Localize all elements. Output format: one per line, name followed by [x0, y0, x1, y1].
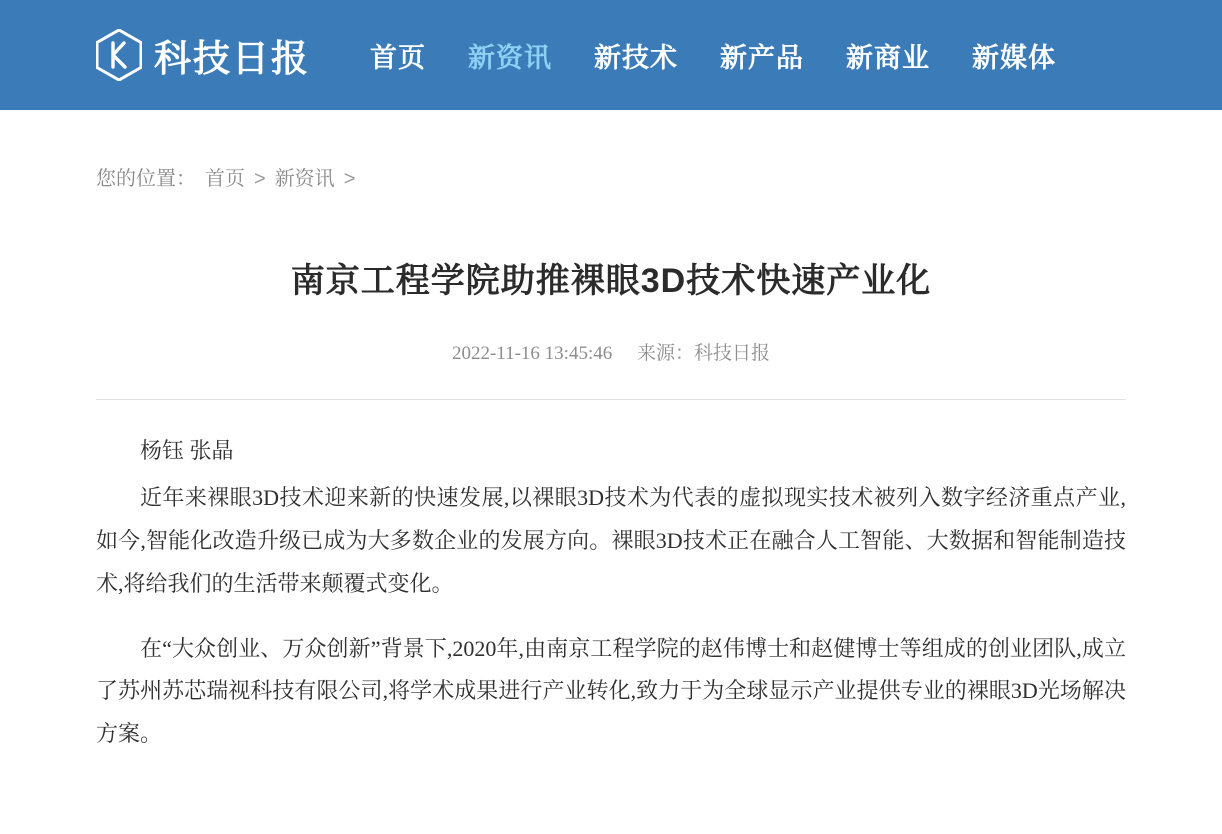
main-nav [370, 36, 1056, 75]
site-header [0, 0, 1222, 110]
breadcrumb-item-news[interactable]: 新资讯 [274, 168, 335, 190]
article-paragraph-1: 近年来裸眼3D技术迎来新的快速发展,以裸眼3D技术为代表的虚拟现实技术被列入数字经济重点产业,如今,智能化改造升级已成为大多数企业的发展方向。裸眼3D技术正在融合人工智能、大数据和智能制造技术,将给我们的生活带来颠覆式变化。 [96, 484, 1126, 596]
article-source: 来源：科技日报 [637, 343, 771, 364]
breadcrumb-separator-1: > [254, 168, 266, 190]
page-content [0, 162, 1222, 756]
breadcrumb-item-home[interactable]: 首页 [205, 168, 245, 190]
hexagon-k-logo-icon [96, 29, 142, 81]
nav-item-products[interactable]: 新产品 [720, 42, 804, 73]
article-body [96, 430, 1126, 756]
brand-text: 科技日报 [154, 38, 310, 79]
page-title: 南京工程学院助推裸眼3D技术快速产业化 [290, 262, 932, 300]
nav-item-media[interactable]: 新媒体 [972, 42, 1056, 73]
article-byline: 杨钰 张晶 [140, 438, 234, 463]
nav-item-technology[interactable]: 新技术 [594, 42, 678, 73]
article-paragraph-2: 在“大众创业、万众创新”背景下,2020年,由南京工程学院的赵伟博士和赵健博士等组成的创业团队,成立了苏州苏芯瑞视科技有限公司,将学术成果进行产业转化,致力于为全球显示产业提供专业的裸眼3D光场解决方案。 [96, 635, 1126, 747]
site-brand[interactable] [96, 28, 310, 82]
breadcrumb [96, 162, 1126, 191]
breadcrumb-label: 您的位置： [96, 168, 196, 190]
breadcrumb-separator-2: > [343, 168, 356, 190]
nav-item-business[interactable]: 新商业 [846, 42, 930, 73]
article-meta [96, 338, 1126, 365]
nav-item-news[interactable]: 新资讯 [468, 42, 552, 73]
article-date: 2022-11-16 13:45:46 [451, 343, 613, 364]
meta-divider [96, 399, 1126, 400]
nav-item-home[interactable]: 首页 [370, 42, 426, 73]
